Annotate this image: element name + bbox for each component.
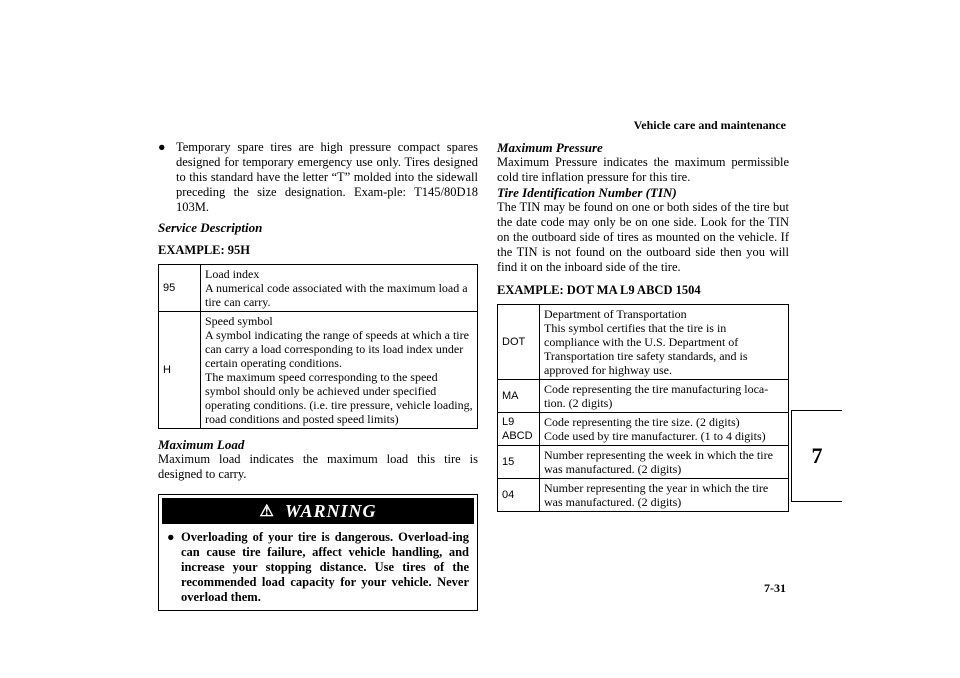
maximum-load-title: Maximum Load xyxy=(158,437,245,452)
running-header: Vehicle care and maintenance xyxy=(633,118,786,132)
warning-box xyxy=(158,494,478,611)
maximum-pressure-text: Maximum Pressure indicates the maximum permissible cold tire inflation pressure for this tire. xyxy=(497,155,789,184)
tin-title: Tire Identification Number (TIN) xyxy=(497,185,677,200)
service-example: EXAMPLE: 95H xyxy=(158,243,251,257)
desc-cell: Code representing the tire size. (2 digits) Code used by tire manufacturer. (1 to 4 digits) xyxy=(544,415,766,443)
table-row xyxy=(159,265,478,312)
service-description-table xyxy=(158,264,478,429)
desc-cell: Code representing the tire manufacturing loca-tion. (2 digits) xyxy=(544,382,769,410)
chapter-tab: 7 xyxy=(791,410,842,502)
warning-triangle-icon: ⚠ xyxy=(259,502,275,520)
right-column xyxy=(497,140,789,512)
warning-header xyxy=(162,498,474,524)
left-column xyxy=(158,140,478,611)
code-cell: 04 xyxy=(502,489,515,501)
code-cell: L9 ABCD xyxy=(502,416,533,442)
maximum-pressure-title: Maximum Pressure xyxy=(497,140,603,155)
bullet-icon: ● xyxy=(158,140,166,154)
spare-tire-text: Temporary spare tires are high pressure compact spares designed for temporary emergency use only. Tires designed to this standard have the letter “T” molded into the sidewall preceding the size designation. Exam-ple: T145/80D18 103M. xyxy=(176,140,478,214)
table-row xyxy=(498,305,789,380)
table-row xyxy=(498,446,789,479)
code-cell: H xyxy=(159,312,201,429)
code-cell: MA xyxy=(502,390,519,402)
table-row xyxy=(498,479,789,512)
desc-cell: Load index A numerical code associated with the maximum load a tire can carry. xyxy=(205,267,468,309)
table-row xyxy=(498,413,789,446)
code-cell: DOT xyxy=(502,336,526,348)
warning-title: WARNING xyxy=(284,500,377,521)
table-row xyxy=(498,380,789,413)
spare-tire-bullet xyxy=(158,140,478,215)
tin-text: The TIN may be found on one or both sides of the tire but the date code may only be on one side. Look for the TIN on the outboard side of tires as mounted on the vehicle. If the TIN is not found on the outboard side then you will find it on the inboard side of the tire. xyxy=(497,200,789,274)
desc-cell: Department of Transportation This symbol certifies that the tire is in compliance with the U.S. Department of Transportation tire safety standards, and is approved for highway use. xyxy=(544,307,748,377)
tin-example: EXAMPLE: DOT MA L9 ABCD 1504 xyxy=(497,283,701,297)
warning-text: Overloading of your tire is dangerous. Overload-ing can cause tire failure, affect vehicle handling, and increase your stopping distance. Use tires of the recommended load capacity for your vehicle. Never overload them. xyxy=(181,530,469,604)
code-cell: 95 xyxy=(159,265,201,312)
bullet-icon: ● xyxy=(167,530,175,544)
desc-cell: Number representing the year in which the tire was manufactured. (2 digits) xyxy=(544,481,769,509)
desc-cell: Number representing the week in which the tire was manufactured. (2 digits) xyxy=(544,448,773,476)
maximum-load-text: Maximum load indicates the maximum load this tire is designed to carry. xyxy=(158,452,478,481)
warning-body xyxy=(159,527,477,610)
table-row xyxy=(159,312,478,429)
desc-cell: Speed symbol A symbol indicating the range of speeds at which a tire can carry a load corresponding to its load index under certain operating conditions. The maximum speed corresponding to the speed symbol should only be achieved under specified operating conditions. (i.e. tire pressure, vehicle loading, road conditions and posted speed limits) xyxy=(205,314,473,426)
page-number: 7-31 xyxy=(764,581,786,595)
tin-table xyxy=(497,304,789,512)
code-cell: 15 xyxy=(502,456,515,468)
service-description-title: Service Description xyxy=(158,220,263,235)
